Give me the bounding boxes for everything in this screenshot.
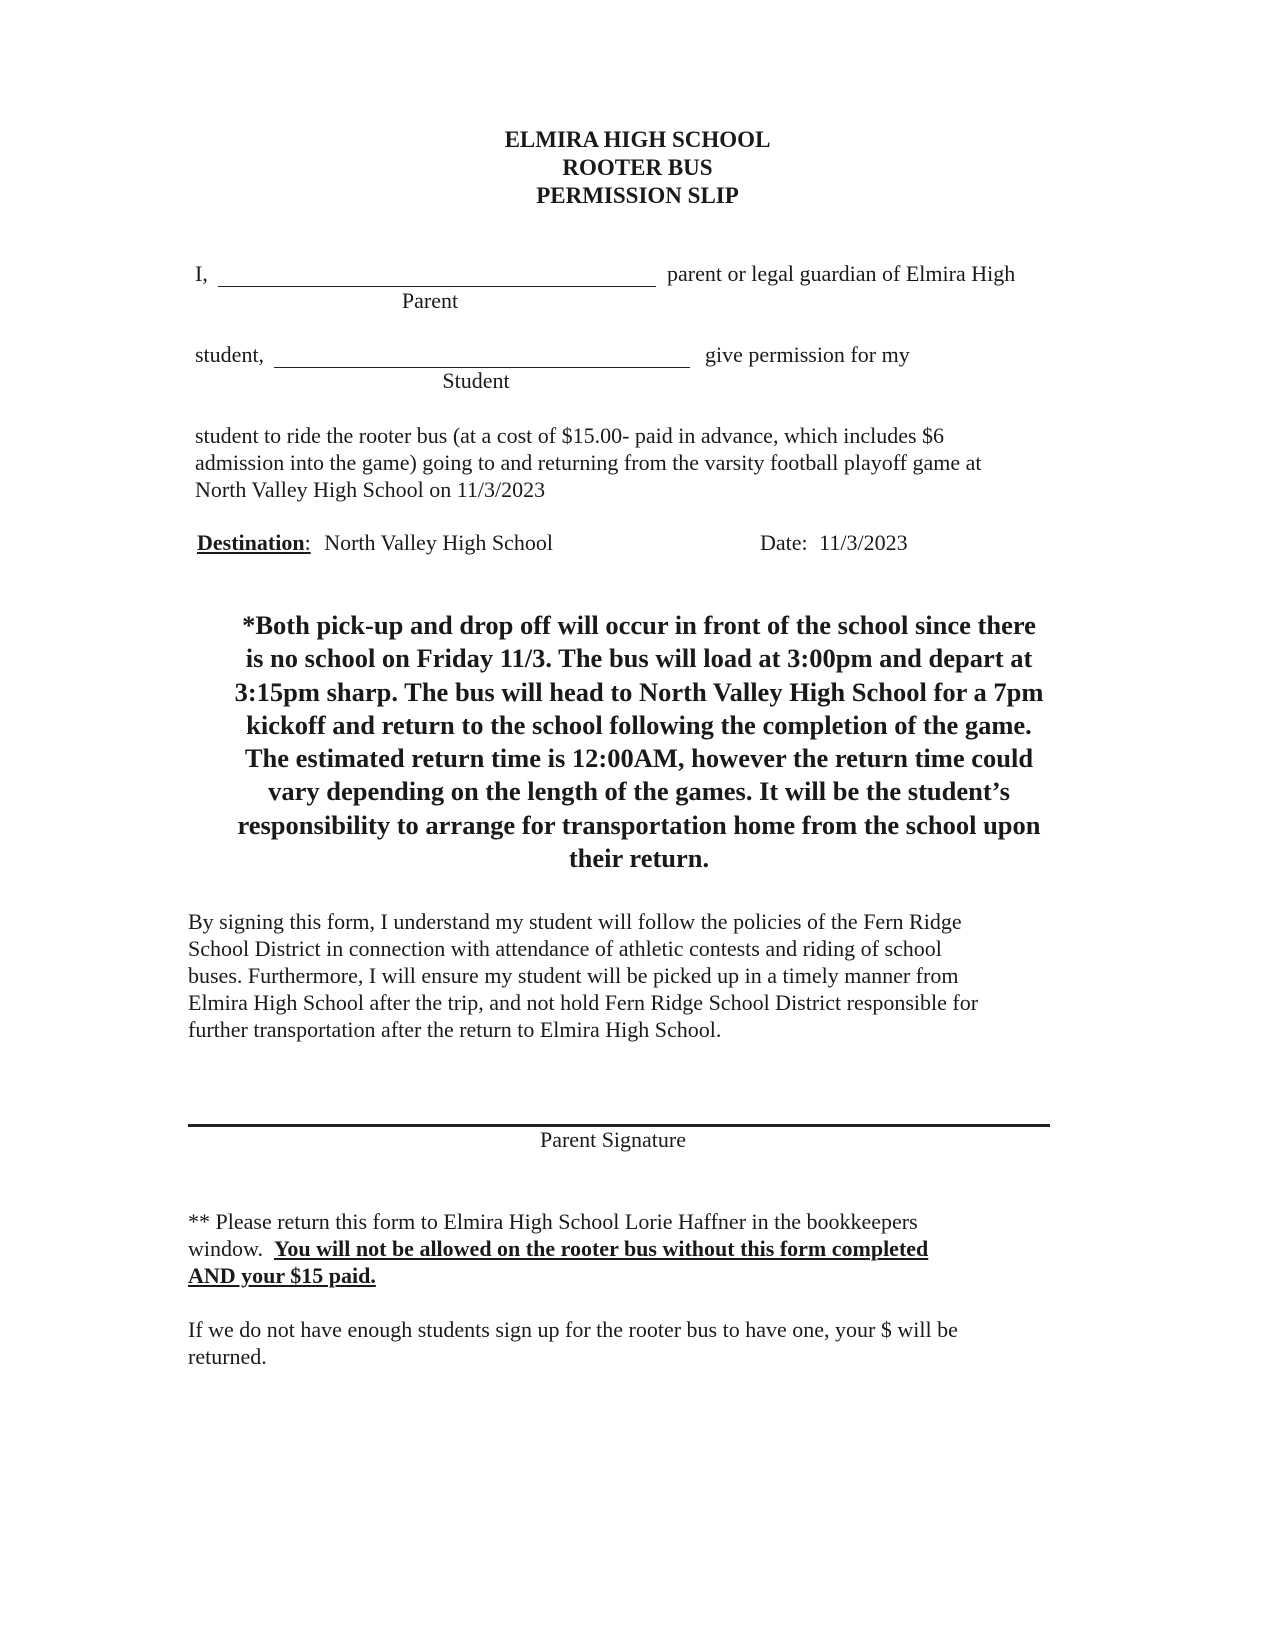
notice-line: is no school on Friday 11/3. The bus will load at 3:00pm and depart at (245, 643, 1033, 674)
intro-line: North Valley High School on 11/3/2023 (195, 477, 546, 502)
form-title-permission-slip: PERMISSION SLIP (536, 183, 739, 208)
parent-signature-caption: Parent Signature (539, 1127, 687, 1152)
date-label: Date: (760, 530, 808, 555)
intro-paragraph (195, 422, 1075, 503)
pickup-notice (190, 609, 1088, 875)
refund-line: If we do not have enough students sign up for the rooter bus to have one, your $ will be (188, 1317, 958, 1342)
destination-row (197, 529, 553, 556)
form-title-school: ELMIRA HIGH SCHOOL (504, 127, 771, 152)
notice-line: *Both pick-up and drop off will occur in front of the school since there (242, 610, 1036, 640)
intro-line: admission into the game) going to and returning from the varsity football playoff game at (195, 450, 982, 475)
return-warning-payment: AND your $15 paid. (188, 1263, 376, 1288)
parent-field-caption: Parent (401, 288, 459, 313)
date-value: 11/3/2023 (819, 530, 908, 555)
destination-label: Destination (197, 530, 305, 555)
student-line-suffix: give permission for my (705, 342, 910, 367)
parent-line-suffix: parent or legal guardian of Elmira High (667, 261, 1016, 286)
student-line-prefix: student, (195, 342, 265, 367)
date-row (760, 529, 908, 556)
return-note-line: ** Please return this form to Elmira High School Lorie Haffner in the bookkeepers (188, 1209, 918, 1234)
destination-colon: : (304, 530, 311, 555)
return-note-window: window. (188, 1236, 263, 1261)
policy-line: By signing this form, I understand my student will follow the policies of the Fern Ridge (188, 909, 962, 934)
refund-note (188, 1316, 1078, 1370)
destination-value: North Valley High School (324, 530, 553, 555)
return-note (188, 1208, 1078, 1289)
notice-line: their return. (568, 843, 710, 874)
policy-paragraph (188, 908, 1078, 1043)
parent-line-prefix: I, (195, 261, 208, 286)
parent-name-field[interactable] (218, 286, 656, 287)
notice-line: The estimated return time is 12:00AM, however the return time could (244, 743, 1034, 774)
form-title-rooter-bus: ROOTER BUS (562, 155, 713, 180)
notice-line: vary depending on the length of the games. It will be the student’s (268, 776, 1010, 807)
intro-line: student to ride the rooter bus (at a cost of $15.00- paid in advance, which includes $6 (195, 423, 945, 448)
refund-line: returned. (188, 1344, 267, 1369)
notice-line: responsibility to arrange for transportation home from the school upon (237, 809, 1041, 840)
notice-line: 3:15pm sharp. The bus will head to North Valley High School for a 7pm (234, 676, 1044, 707)
student-field-caption: Student (442, 368, 510, 393)
policy-line: buses. Furthermore, I will ensure my student will be picked up in a timely manner from (188, 963, 959, 988)
notice-line: kickoff and return to the school following the completion of the game. (246, 709, 1032, 740)
policy-line: Elmira High School after the trip, and not hold Fern Ridge School District responsible for (188, 990, 979, 1015)
policy-line: School District in connection with attendance of athletic contests and riding of school (188, 936, 942, 961)
policy-line: further transportation after the return to Elmira High School. (188, 1017, 722, 1042)
return-warning-line: You will not be allowed on the rooter bus without this form completed (273, 1236, 929, 1261)
